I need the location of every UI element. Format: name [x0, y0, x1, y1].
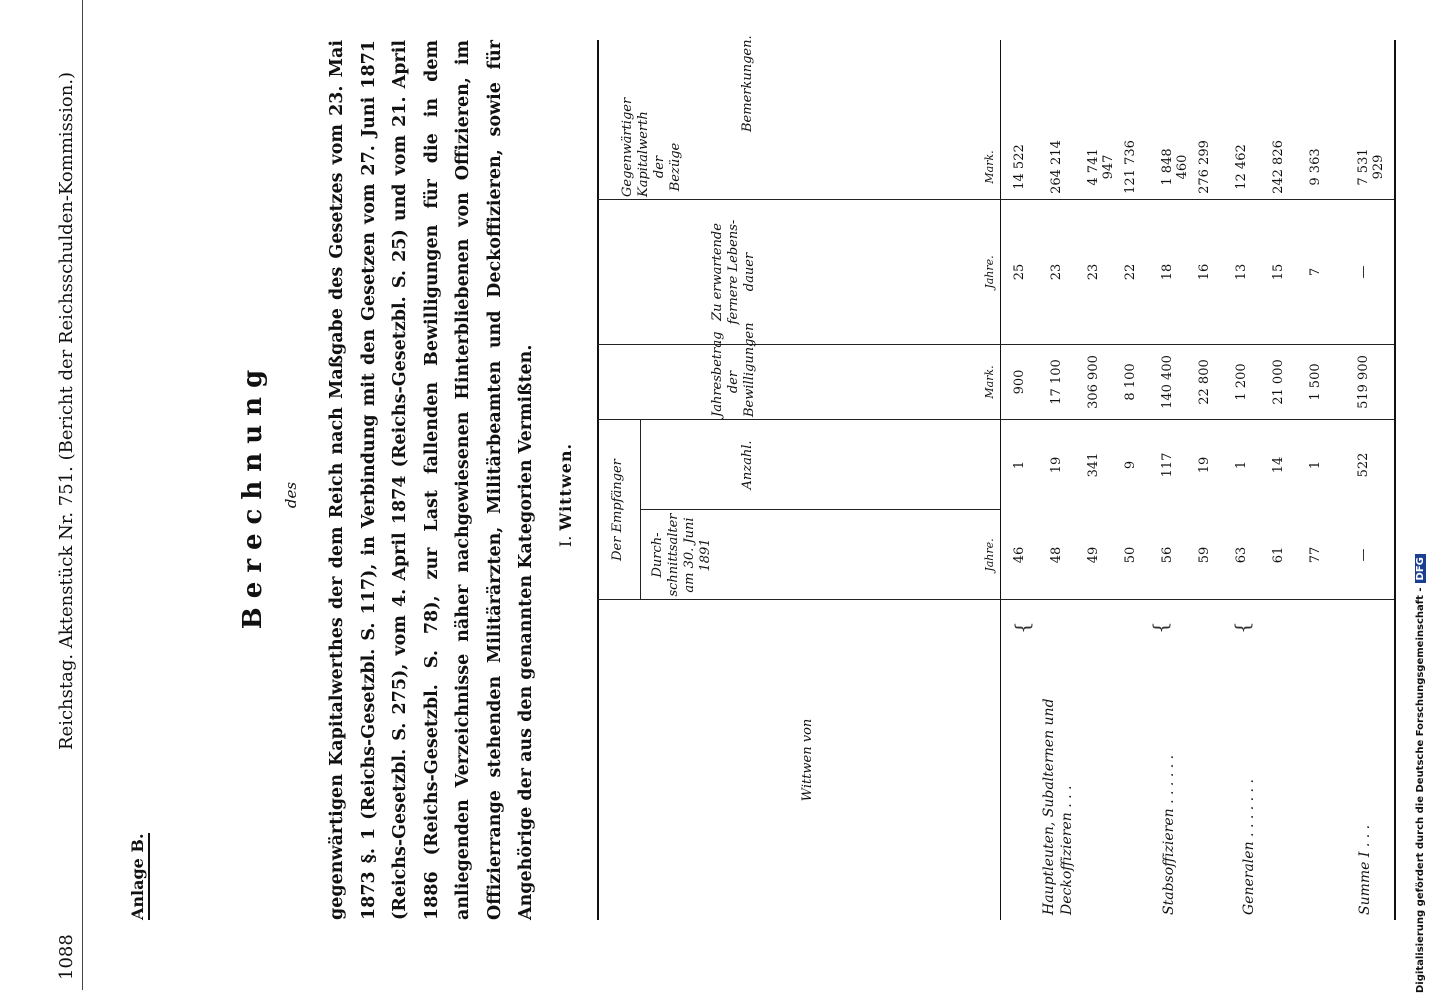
cell-alter: 77 [1308, 546, 1323, 564]
unit-lebensdauer: Jahre. [983, 255, 996, 289]
cell-anzahl: 1 [1308, 460, 1323, 470]
sum-lebensdauer: — [1356, 265, 1371, 279]
table-top-rule [597, 40, 599, 920]
cell-lebensdauer: 16 [1197, 263, 1212, 281]
cell-anzahl: 1 [1234, 460, 1249, 470]
cell-jahresbetrag: 17 100 [1049, 359, 1064, 405]
sum-alter: — [1356, 548, 1371, 562]
table-bottom-rule [1394, 40, 1396, 920]
cell-jahresbetrag: 140 400 [1160, 355, 1175, 409]
cell-anzahl: 19 [1197, 456, 1212, 474]
cell-jahresbetrag: 1 500 [1308, 363, 1323, 401]
annex-label: Anlage B. [128, 833, 150, 920]
sum-jahresbetrag: 519 900 [1356, 355, 1371, 409]
page-number: 1088 [56, 934, 77, 980]
cell-lebensdauer: 25 [1012, 263, 1027, 281]
sum-kapitalwerth: 7 531 929 [1356, 148, 1386, 186]
cell-alter: 48 [1049, 546, 1064, 564]
cell-jahresbetrag: 1 200 [1234, 363, 1249, 401]
col-divider [597, 199, 1394, 200]
cell-alter: 61 [1271, 546, 1286, 564]
cell-kapitalwerth: 121 736 [1123, 140, 1138, 194]
cell-lebensdauer: 18 [1160, 263, 1175, 281]
header-alter: Durch-schnittsalter am 30. Juni 1891 [650, 513, 713, 597]
cell-kapitalwerth: 1 848 460 [1160, 148, 1190, 186]
section-number: I. [556, 535, 575, 548]
header-kapitalwerth: Gegenwärtiger Kapitalwerth der Bezüge [620, 97, 683, 197]
cell-anzahl: 341 [1086, 452, 1101, 478]
header-rule [82, 0, 83, 990]
cell-kapitalwerth: 14 522 [1012, 144, 1027, 190]
cell-kapitalwerth: 264 214 [1049, 140, 1064, 194]
funding-note [1415, 8, 1429, 993]
running-title: Reichstag. Aktenstück Nr. 751. (Bericht der Reichsschulden-Kommission.) [56, 71, 77, 750]
cell-lebensdauer: 23 [1086, 263, 1101, 281]
section-heading [556, 0, 575, 990]
cell-jahresbetrag: 306 900 [1086, 355, 1101, 409]
document-title: Berechnung [238, 360, 268, 630]
cell-alter: 46 [1012, 546, 1027, 564]
cell-jahresbetrag: 8 100 [1123, 363, 1138, 401]
empfaenger-rule [640, 420, 641, 600]
cell-kapitalwerth: 12 462 [1234, 144, 1249, 190]
cell-kapitalwerth: 4 741 947 [1086, 148, 1116, 186]
unit-kapitalwerth: Mark. [983, 150, 996, 184]
group-label-stabsoffiziere: Stabsoffizieren . . . . . . [1161, 754, 1177, 915]
cell-kapitalwerth: 242 826 [1271, 140, 1286, 194]
col-divider [597, 599, 1394, 600]
cell-lebensdauer: 7 [1308, 267, 1323, 277]
cell-jahresbetrag: 22 800 [1197, 359, 1212, 405]
header-lebensdauer: Zu erwartende fernere Lebens-dauer [710, 219, 757, 325]
sum-label: Summe I . . . [1357, 824, 1373, 915]
cell-kapitalwerth: 276 299 [1197, 140, 1212, 194]
unit-alter: Jahre. [983, 538, 996, 572]
intro-paragraph: gegenwärtigen Kapitalwerthes der dem Reich nach Maßgabe des Gesetzes vom 23. Mai 1873 §. 1 (Reichs-Gesetzbl. S. 117), in Verbindung mit den Gesetzen vom 27. Juni 1871 (Reichs-Gesetzbl. S. 275), vom 4. April 1874 (Reichs-Gesetzbl. S. 25) und vom 21. April 1886 (Reichs-Gesetzbl. S. 78), zur Last fallenden Bewilligungen für die in dem anliegenden Verzeichnisse näher nachgewiesenen Hinterbliebenen von Offizieren, im Offizierrange stehenden Militärärzten, Militärbeamten und Deckoffizieren, sowie für Angehörige der aus den genannten Kategorien Vermißten. [327, 40, 536, 920]
cell-alter: 50 [1123, 546, 1138, 564]
cell-lebensdauer: 15 [1271, 263, 1286, 281]
col-divider [597, 419, 1394, 420]
cell-alter: 59 [1197, 546, 1212, 564]
cell-alter: 63 [1234, 546, 1249, 564]
group-brace: { [1010, 621, 1034, 634]
cell-anzahl: 1 [1012, 460, 1027, 470]
header-bemerkungen: Bemerkungen. [740, 35, 755, 132]
cell-jahresbetrag: 21 000 [1271, 359, 1286, 405]
cell-anzahl: 19 [1049, 456, 1064, 474]
funding-note-text: Digitalisierung gefördert durch die Deutsche Forschungsgemeinschaft - [1415, 587, 1426, 993]
title-connector: des [282, 481, 300, 509]
header-empfaenger: Der Empfänger [610, 459, 625, 561]
group-label-hauptleute: Hauptleuten, Subalternen und Deckoffizieren . . . [1041, 698, 1075, 915]
cell-anzahl: 14 [1271, 456, 1286, 474]
table-header-rule [1000, 40, 1001, 920]
unit-jahresbetrag: Mark. [983, 365, 996, 399]
group-brace: { [1230, 621, 1254, 634]
group-brace: { [1148, 621, 1172, 634]
cell-jahresbetrag: 900 [1012, 369, 1027, 395]
cell-anzahl: 117 [1160, 452, 1175, 478]
cell-lebensdauer: 23 [1049, 263, 1064, 281]
cell-kapitalwerth: 9 363 [1308, 148, 1323, 186]
cell-lebensdauer: 13 [1234, 263, 1249, 281]
header-wittwen: Wittwen von [800, 718, 815, 802]
sum-anzahl: 522 [1356, 452, 1371, 478]
cell-alter: 56 [1160, 546, 1175, 564]
dfg-badge: DFG [1415, 554, 1426, 583]
col-divider [640, 509, 1000, 510]
section-name: Wittwen. [556, 442, 575, 531]
header-anzahl: Anzahl. [740, 440, 755, 490]
header-jahresbetrag: Jahresbetrag der Bewilligungen [710, 322, 757, 417]
cell-anzahl: 9 [1123, 460, 1138, 470]
cell-lebensdauer: 22 [1123, 263, 1138, 281]
cell-alter: 49 [1086, 546, 1101, 564]
group-label-generale: Generalen . . . . . . . [1241, 779, 1257, 915]
